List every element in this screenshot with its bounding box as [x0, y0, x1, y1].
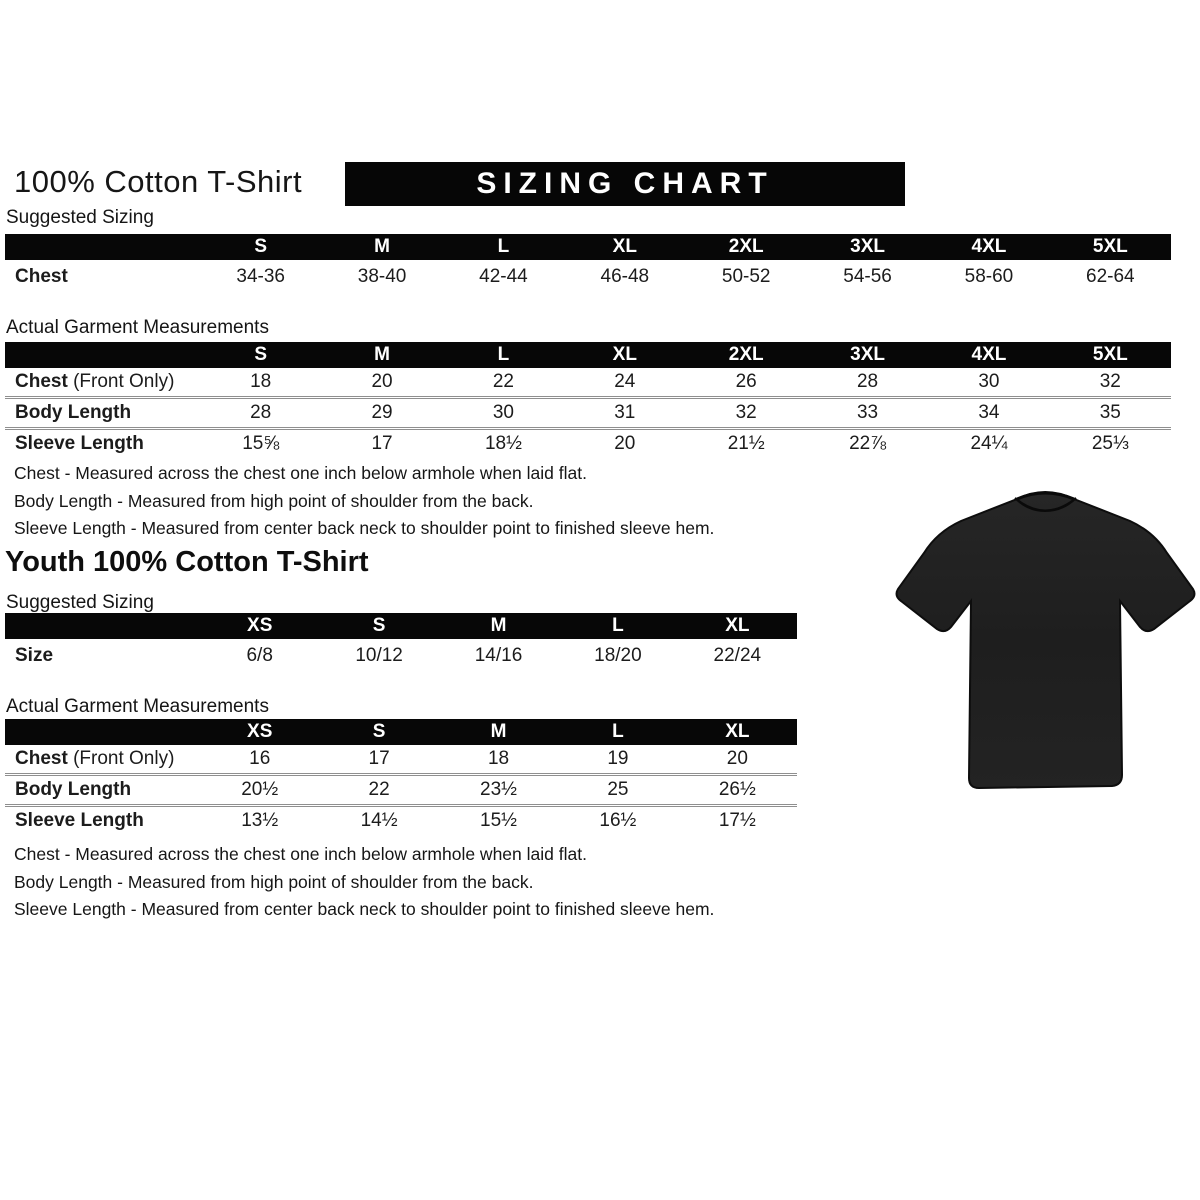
row-label: Size [15, 644, 54, 666]
table-header-bar [5, 234, 1171, 260]
size-cell: 18 [250, 371, 272, 392]
youth-actual-table [5, 719, 797, 835]
row-label: Chest [15, 265, 68, 287]
size-cell: 22 [368, 779, 390, 800]
size-cell: 30 [492, 402, 514, 423]
table-row [5, 804, 797, 835]
size-cell: 10/12 [355, 644, 403, 666]
size-cell: 15⅝ [242, 433, 280, 454]
size-cell: 15½ [480, 810, 517, 831]
row-label: Body Length [15, 779, 132, 800]
size-column-header: L [612, 721, 624, 742]
size-column-header: XL [725, 615, 750, 636]
size-column-header: M [490, 615, 507, 636]
size-cell: 21½ [727, 433, 765, 454]
size-cell: 32 [1099, 371, 1121, 392]
size-cell: 33 [856, 402, 879, 423]
row-label: Chest (Front Only) [15, 748, 175, 769]
size-cell: 26 [735, 371, 757, 392]
size-cell: 17 [371, 433, 393, 454]
row-label: Body Length [15, 402, 132, 423]
row-label: Chest (Front Only) [15, 371, 175, 392]
size-column-header: L [497, 236, 510, 257]
measurement-note: Sleeve Length - Measured from center back neck to shoulder point to finished sleeve hem. [14, 518, 715, 538]
table-header-bar [5, 719, 797, 745]
size-cell: 54-56 [843, 265, 892, 287]
table-row [5, 396, 1171, 427]
size-column-header: XS [247, 615, 273, 636]
size-cell: 50-52 [721, 265, 771, 287]
measurement-note: Body Length - Measured from high point of shoulder from the back. [14, 871, 534, 892]
size-cell: 22 [492, 371, 514, 392]
size-cell: 34 [978, 402, 1000, 423]
table-header-bar [5, 613, 797, 639]
size-column-header: M [374, 344, 390, 365]
size-cell: 42-44 [479, 265, 528, 287]
measurement-note: Sleeve Length - Measured from center back neck to shoulder point to finished sleeve hem. [14, 899, 715, 919]
size-column-header: XL [612, 344, 637, 365]
size-cell: 35 [1099, 402, 1121, 423]
adult-actual-measurements-label: Actual Garment Measurements [6, 317, 269, 338]
size-cell: 29 [371, 402, 393, 423]
size-cell: 34-36 [236, 265, 285, 287]
size-cell: 38-40 [357, 265, 407, 287]
table-row [5, 639, 797, 672]
adult-suggested-sizing-label: Suggested Sizing [6, 207, 154, 228]
size-column-header: 2XL [728, 236, 764, 257]
size-cell: 19 [607, 748, 629, 769]
size-cell: 46-48 [600, 265, 650, 287]
size-cell: 30 [978, 371, 1000, 392]
size-cell: 14½ [360, 810, 398, 831]
tshirt-product-image [893, 477, 1198, 812]
adult-suggested-table [5, 234, 1171, 293]
table-row [5, 260, 1171, 293]
size-cell: 25⅓ [1091, 433, 1129, 454]
table-row [5, 745, 797, 773]
size-column-header: M [374, 236, 390, 257]
banner-text: SIZING CHART [476, 167, 774, 200]
size-cell: 22/24 [713, 644, 762, 666]
size-column-header: 3XL [850, 236, 885, 257]
size-cell: 18/20 [594, 644, 642, 666]
size-column-header: M [490, 721, 507, 742]
size-cell: 16 [249, 748, 271, 769]
size-column-header: 4XL [971, 236, 1007, 257]
size-column-header: 5XL [1092, 236, 1128, 257]
size-cell: 20 [371, 371, 393, 392]
size-cell: 16½ [599, 810, 637, 831]
page-title: 100% Cotton T-Shirt [14, 164, 303, 199]
size-column-header: S [254, 236, 268, 257]
size-cell: 20 [726, 748, 748, 769]
size-cell: 31 [614, 402, 636, 423]
size-cell: 24¼ [970, 433, 1008, 454]
size-cell: 58-60 [964, 265, 1014, 287]
youth-measurement-notes [14, 841, 714, 924]
size-cell: 26½ [718, 779, 756, 800]
size-column-header: 4XL [971, 344, 1007, 365]
sizing-chart-banner [345, 162, 905, 206]
row-label: Sleeve Length [15, 433, 144, 454]
size-cell: 22⅞ [849, 433, 887, 454]
youth-suggested-table [5, 613, 797, 672]
size-cell: 28 [856, 371, 879, 392]
table-row [5, 368, 1171, 396]
size-cell: 18 [487, 748, 510, 769]
measurement-note: Chest - Measured across the chest one inch below armhole when laid flat. [14, 463, 587, 483]
measurement-note: Body Length - Measured from high point of shoulder from the back. [14, 490, 534, 511]
size-column-header: XL [612, 236, 637, 257]
size-column-header: S [254, 344, 268, 365]
table-header-bar [5, 342, 1171, 368]
size-cell: 24 [614, 371, 636, 392]
size-column-header: XL [725, 721, 750, 742]
size-cell: 14/16 [474, 644, 523, 666]
size-column-header: S [372, 721, 386, 742]
size-cell: 25 [607, 779, 629, 800]
size-column-header: L [612, 615, 624, 636]
size-cell: 20 [614, 433, 636, 454]
size-column-header: 2XL [728, 344, 764, 365]
size-cell: 17 [368, 748, 390, 769]
row-label: Sleeve Length [15, 810, 144, 831]
size-column-header: 3XL [850, 344, 885, 365]
size-cell: 6/8 [246, 644, 273, 666]
size-cell: 17½ [718, 810, 756, 831]
size-cell: 32 [735, 402, 757, 423]
black-tshirt-icon [893, 477, 1198, 812]
size-cell: 28 [250, 402, 272, 423]
size-column-header: L [497, 344, 510, 365]
adult-actual-table [5, 342, 1171, 458]
youth-actual-measurements-label: Actual Garment Measurements [6, 696, 269, 717]
size-cell: 18½ [484, 433, 522, 454]
table-row [5, 773, 797, 804]
size-cell: 62-64 [1086, 265, 1135, 287]
size-column-header: S [372, 615, 386, 636]
table-row [5, 427, 1171, 458]
youth-title: Youth 100% Cotton T-Shirt [5, 546, 369, 578]
measurement-note: Chest - Measured across the chest one inch below armhole when laid flat. [14, 844, 587, 864]
size-column-header: 5XL [1092, 344, 1128, 365]
size-cell: 13½ [241, 810, 279, 831]
size-cell: 20½ [241, 779, 279, 800]
adult-measurement-notes [14, 460, 714, 543]
size-cell: 23½ [480, 779, 517, 800]
youth-suggested-sizing-label: Suggested Sizing [6, 592, 154, 613]
size-column-header: XS [247, 721, 273, 742]
